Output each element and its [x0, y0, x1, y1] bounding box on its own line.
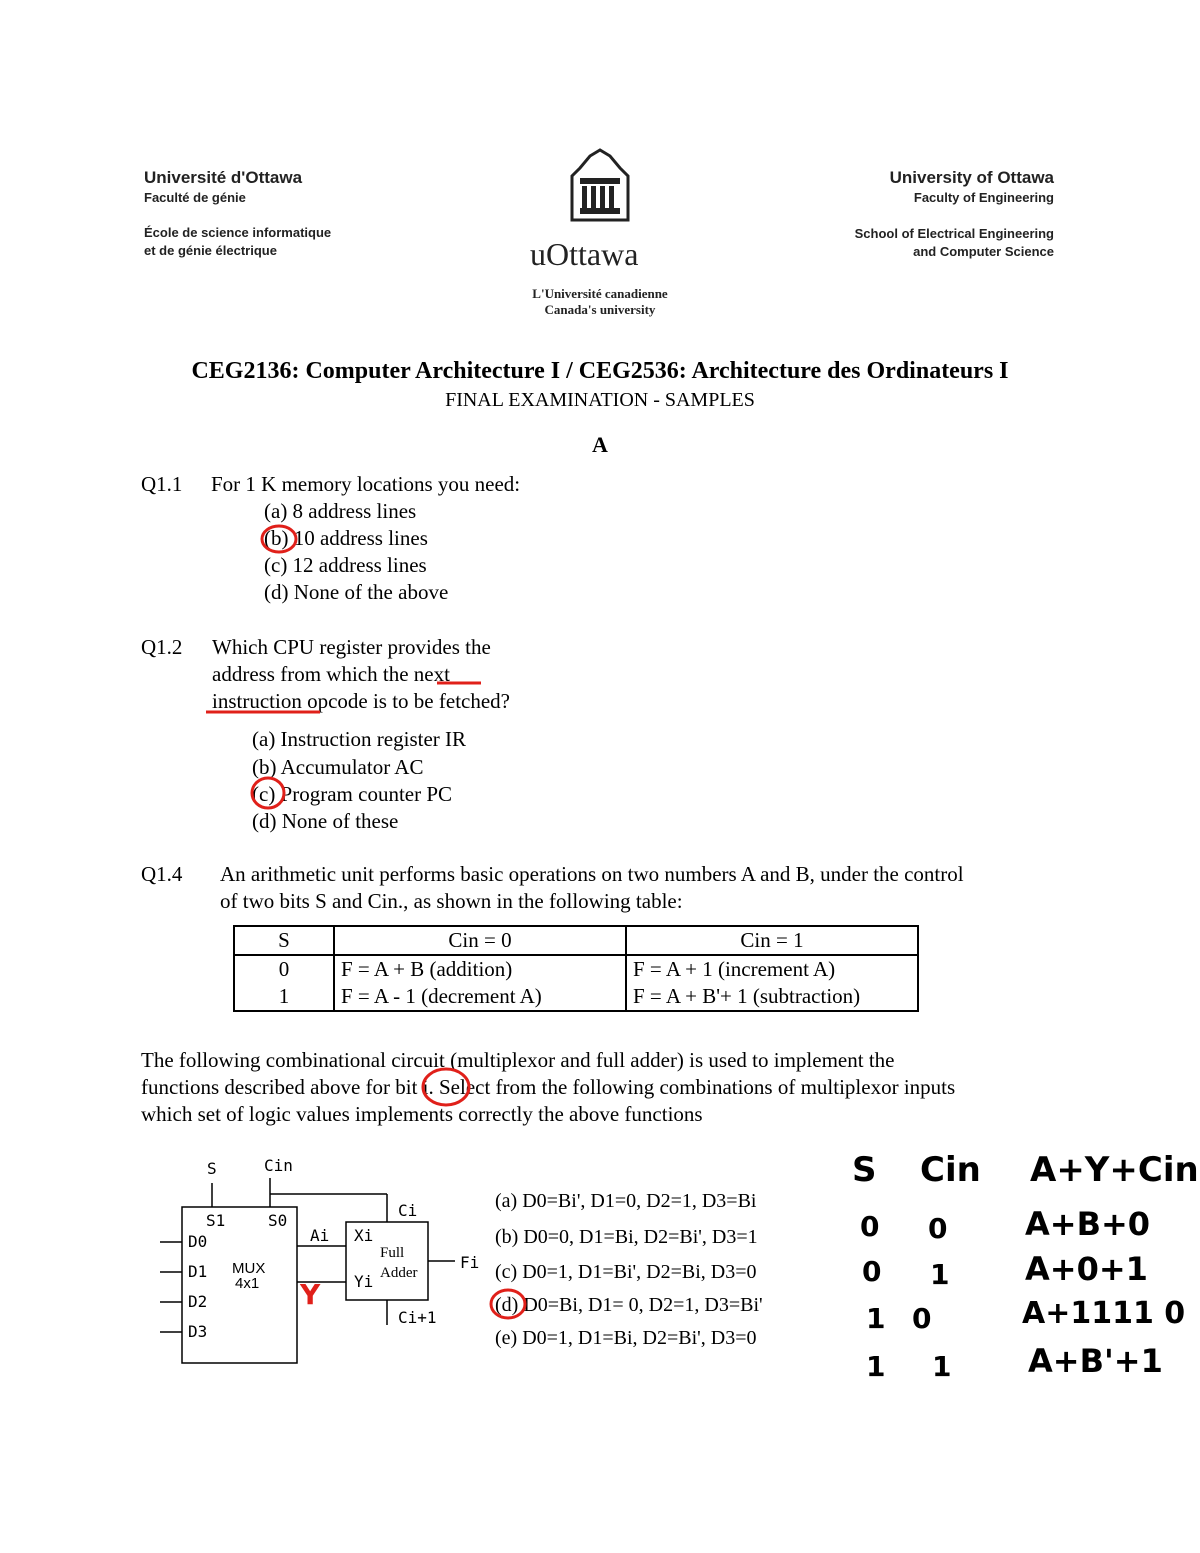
- hw-cell: 0: [862, 1255, 882, 1288]
- hw-cell: A+0+1: [1025, 1250, 1148, 1288]
- header-left-school-1: École de science informatique: [144, 225, 332, 240]
- header-right-school-2: and Computer Science: [913, 244, 1054, 259]
- table-cell: F = A + 1 (increment A): [626, 955, 918, 983]
- label-s1: S1: [206, 1211, 226, 1230]
- hw-cell: A+B'+1: [1028, 1342, 1163, 1380]
- header-left-faculty: Faculté de génie: [144, 190, 246, 205]
- label-s0: S0: [268, 1211, 288, 1230]
- uottawa-wordmark: uOttawa: [530, 236, 639, 272]
- label-cin: Cin: [264, 1156, 293, 1175]
- circle-q1-2-c: [252, 778, 284, 808]
- fa-label-1: Full: [380, 1245, 405, 1261]
- table-cell: F = A + B (addition): [334, 955, 626, 983]
- header-left-school-2: et de génie électrique: [144, 243, 277, 258]
- mux-size-label: 4x1: [235, 1275, 260, 1292]
- circle-bit-i: [423, 1069, 469, 1105]
- q1-1-option-a: (a) 8 address lines: [264, 499, 417, 523]
- hw-cell: A+B+0: [1025, 1205, 1151, 1243]
- choice-b: (b) D0=0, D1=Bi, D2=Bi', D3=1: [495, 1226, 758, 1248]
- header-right-faculty: Faculty of Engineering: [913, 190, 1054, 205]
- q1-1-number: Q1.1: [141, 472, 183, 496]
- mux-label: MUX: [232, 1260, 266, 1277]
- choice-c: (c) D0=1, D1=Bi', D2=Bi, D3=0: [495, 1261, 757, 1283]
- label-ai: Ai: [310, 1226, 330, 1245]
- q1-1-option-c: (c) 12 address lines: [264, 553, 427, 577]
- q1-2-option-d: (d) None of these: [252, 809, 399, 833]
- hw-header-s: S: [852, 1150, 877, 1190]
- table-cell: F = A + B'+ 1 (subtraction): [626, 983, 918, 1011]
- hw-cell: 1: [866, 1350, 886, 1383]
- hw-cell: 0: [860, 1210, 880, 1243]
- q1-2-option-c: (c) Program counter PC: [252, 782, 453, 806]
- label-xi: Xi: [354, 1226, 374, 1245]
- page-title: CEG2136: Computer Architecture I / CEG2536: Architecture des Ordinateurs I: [191, 358, 1009, 384]
- label-s: S: [207, 1159, 217, 1178]
- table-header-s: S: [234, 926, 334, 955]
- header-left-university: Université d'Ottawa: [144, 168, 303, 187]
- choice-a: (a) D0=Bi', D1=0, D2=1, D3=Bi: [495, 1190, 757, 1212]
- q1-1-text: For 1 K memory locations you need:: [211, 472, 521, 496]
- choice-e: (e) D0=1, D1=Bi, D2=Bi', D3=0: [495, 1327, 757, 1349]
- label-d3: D3: [188, 1322, 208, 1341]
- hw-cell: 1: [932, 1350, 952, 1383]
- hw-cell: A+1111 0: [1022, 1296, 1186, 1331]
- circle-choice-d: [491, 1290, 525, 1318]
- header-right-university: University of Ottawa: [889, 168, 1054, 187]
- hw-cell: 0: [928, 1212, 948, 1245]
- hw-header-cin: Cin: [920, 1150, 981, 1190]
- hw-cell: 1: [866, 1302, 886, 1335]
- label-ci: Ci: [398, 1201, 418, 1220]
- label-d1: D1: [188, 1262, 208, 1281]
- red-y-annotation: Y: [300, 1278, 321, 1311]
- choice-d: (d) D0=Bi, D1= 0, D2=1, D3=Bi': [495, 1294, 763, 1316]
- q1-2-text-2: address from which the next: [212, 662, 450, 686]
- q1-4-text-1: An arithmetic unit performs basic operations on two numbers A and B, under the control: [220, 862, 964, 886]
- tagline-fr: L'Université canadienne: [532, 286, 668, 301]
- table-cell: 0: [234, 955, 334, 983]
- q1-4-para-2: functions described above for bit i. Select from the following combinations of multiplexor inputs: [141, 1075, 956, 1099]
- q1-4-number: Q1.4: [141, 862, 183, 886]
- table-cell: 1: [234, 983, 334, 1011]
- label-d2: D2: [188, 1292, 208, 1311]
- q1-2-option-a: (a) Instruction register IR: [252, 727, 467, 751]
- q1-2-option-b: (b) Accumulator AC: [252, 755, 424, 779]
- hw-header-expr: A+Y+Cin: [1030, 1150, 1199, 1190]
- tagline-en: Canada's university: [544, 302, 656, 317]
- circle-q1-1-b: [262, 526, 296, 552]
- exam-version: A: [592, 432, 608, 457]
- q1-4-text-2: of two bits S and Cin., as shown in the following table:: [220, 889, 683, 913]
- header-right-school-1: School of Electrical Engineering: [854, 226, 1054, 241]
- table-cell: F = A - 1 (decrement A): [334, 983, 626, 1011]
- hw-cell: 0: [912, 1302, 932, 1335]
- table-header-cin0: Cin = 0: [334, 926, 626, 955]
- label-d0: D0: [188, 1232, 208, 1251]
- q1-2-number: Q1.2: [141, 635, 183, 659]
- table-header-cin1: Cin = 1: [626, 926, 918, 955]
- fa-label-2: Adder: [380, 1265, 418, 1281]
- q1-1-option-b: (b) 10 address lines: [264, 526, 428, 550]
- page-subtitle: FINAL EXAMINATION - SAMPLES: [445, 389, 755, 411]
- q1-1-option-d: (d) None of the above: [264, 580, 449, 604]
- hw-cell: 1: [930, 1258, 950, 1291]
- q1-2-text-1: Which CPU register provides the: [212, 635, 491, 659]
- q1-4-para-3: which set of logic values implements correctly the above functions: [141, 1102, 703, 1126]
- label-yi: Yi: [354, 1272, 374, 1291]
- q1-2-text-3: instruction opcode is to be fetched?: [212, 689, 510, 713]
- label-ci1: Ci+1: [398, 1308, 437, 1327]
- label-fi: Fi: [460, 1253, 480, 1272]
- q1-4-para-1: The following combinational circuit (multiplexor and full adder) is used to implement the: [141, 1048, 895, 1072]
